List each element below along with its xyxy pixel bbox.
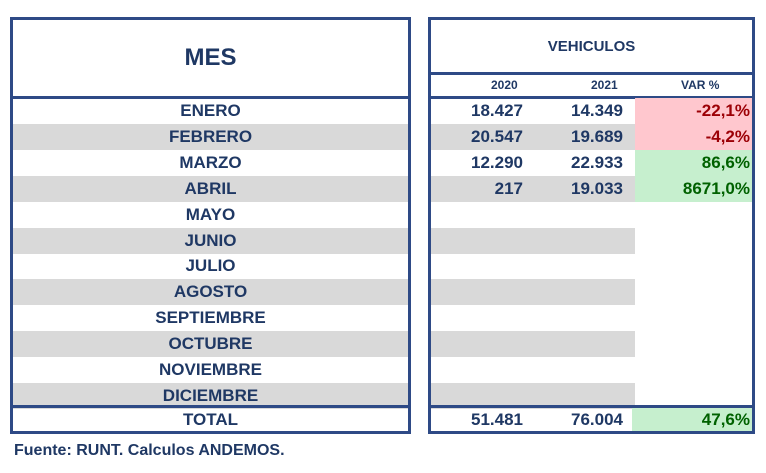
right-border: [752, 99, 755, 405]
month-label: ABRIL: [184, 178, 237, 198]
value-var: [635, 357, 752, 383]
table-row: [13, 253, 408, 279]
value-2021: [531, 253, 623, 279]
table-row-values: [431, 305, 752, 331]
value-2021: 19.033: [571, 178, 623, 198]
value-var: [635, 331, 752, 357]
column-2020-label: 2020: [491, 78, 518, 92]
table-row-values: [431, 150, 752, 176]
value-2020: 217: [494, 178, 523, 198]
value-var: [635, 253, 752, 279]
value-2021: 14.349: [571, 101, 623, 120]
month-label: SEPTIEMBRE: [155, 308, 266, 328]
value-2021: 22.933: [571, 152, 623, 172]
month-label: AGOSTO: [173, 282, 248, 302]
total-values-cell: [428, 405, 755, 434]
table-row: [13, 305, 408, 331]
month-label: OCTUBRE: [168, 334, 253, 354]
value-2021: [531, 331, 623, 357]
value-var: [635, 202, 752, 228]
value-2020: [431, 279, 523, 305]
month-label: NOVIEMBRE: [159, 360, 262, 379]
value-2020: [431, 305, 523, 331]
value-var: 86,6%: [635, 150, 752, 176]
table-row: [13, 228, 408, 254]
table-row-values: [431, 176, 752, 202]
value-2020: [431, 228, 523, 254]
value-2021: [531, 228, 623, 254]
vehicles-column-title: VEHICULOS: [547, 37, 636, 55]
value-2020: [431, 357, 523, 383]
table-row-values: [431, 202, 752, 228]
table-row-values: [431, 98, 752, 124]
value-var: [635, 279, 752, 305]
month-column-title: MES: [184, 44, 237, 71]
table-row: [13, 357, 408, 383]
source-footnote: Fuente: RUNT. Calculos ANDEMOS.: [14, 442, 285, 459]
total-var-value: 47,6%: [632, 408, 752, 431]
table-row-values: [431, 124, 752, 150]
value-2020: [431, 331, 523, 357]
table-row: [13, 202, 408, 228]
value-2021: [531, 305, 623, 331]
table-row-values: [431, 279, 752, 305]
value-2020: [431, 202, 523, 228]
header-divider: [431, 72, 752, 75]
left-inner-border: [408, 99, 411, 405]
total-label-cell: [10, 405, 411, 434]
table-row-values: [431, 357, 752, 383]
value-var: -22,1%: [635, 98, 752, 124]
value-2020: 18.427: [471, 101, 523, 120]
value-2021: 19.689: [571, 126, 623, 146]
value-var: [635, 305, 752, 331]
table-row: [13, 98, 408, 124]
table-row-values: [431, 228, 752, 254]
value-2020: 20.547: [471, 126, 523, 146]
total-2020-value: 51.481: [471, 410, 523, 429]
column-2021-label: 2021: [591, 78, 618, 92]
table-row: [13, 124, 408, 150]
value-2021: [531, 279, 623, 305]
value-2020: 12.290: [471, 152, 523, 172]
month-label: MARZO: [179, 152, 242, 172]
total-2021-value: 76.004: [571, 410, 623, 429]
value-var: 8671,0%: [635, 176, 752, 202]
month-label: JULIO: [185, 256, 236, 276]
table-row-values: [431, 253, 752, 279]
table-row: [13, 150, 408, 176]
month-label: JUNIO: [184, 230, 237, 250]
vehicles-header-cell: [428, 17, 755, 99]
month-label: ENERO: [180, 101, 241, 120]
column-var-label: VAR %: [681, 78, 720, 92]
month-label: DICIEMBRE: [162, 385, 259, 405]
value-var: [635, 228, 752, 254]
month-header-cell: [10, 17, 411, 99]
month-label: MAYO: [185, 204, 236, 224]
value-var: -4,2%: [635, 124, 752, 150]
table-row: [13, 331, 408, 357]
table-row: [13, 279, 408, 305]
table-row: [13, 176, 408, 202]
month-label: FEBRERO: [168, 126, 253, 146]
table-row-values: [431, 331, 752, 357]
total-label: TOTAL: [182, 410, 239, 429]
value-2020: [431, 253, 523, 279]
value-2021: [531, 357, 623, 383]
value-2021: [531, 202, 623, 228]
